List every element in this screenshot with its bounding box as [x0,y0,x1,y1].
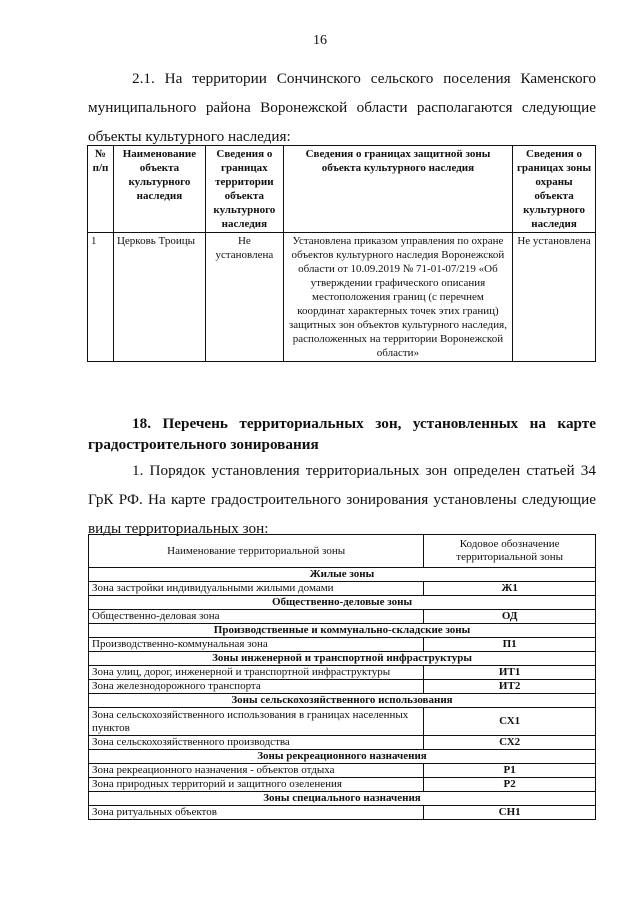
zone-name: Зона застройки индивидуальными жилыми домами [89,582,424,596]
zone-code: Р1 [424,764,596,778]
header-cell-security-zone: Сведения о границах зоны охраны объекта культурного наследия [513,146,596,233]
zone-group-title: Общественно-деловые зоны [89,596,596,610]
intro-paragraph: 2.1. На территории Сончинского сельского поселения Каменского муниципального района Воронежской области располагаются следующие объекты культурного наследия: [88,70,596,145]
zone-group-title: Зоны инженерной и транспортной инфраструктуры [89,652,596,666]
zone-group-row [89,750,596,764]
zone-name: Зона сельскохозяйственного использования в границах населенных пунктов [89,708,424,736]
zone-group-title: Зоны сельскохозяйственного использования [89,694,596,708]
header-cell-name: Наименование объекта культурного наследия [113,146,205,233]
zone-group-title: Зоны рекреационного назначения [89,750,596,764]
zone-group-row [89,652,596,666]
zone-code: СХ2 [424,736,596,750]
zone-code: ОД [424,610,596,624]
zone-code: ИТ2 [424,680,596,694]
heritage-table-header [88,146,596,233]
header-zone-name: Наименование территориальной зоны [89,535,424,568]
zone-group-row [89,596,596,610]
zone-code: П1 [424,638,596,652]
zone-code: Р2 [424,778,596,792]
heritage-table [87,145,596,362]
header-zone-code: Кодовое обозначение территориальной зоны [424,535,596,568]
zone-code: ИТ1 [424,666,596,680]
zone-code: Ж1 [424,582,596,596]
header-cell-territory: Сведения о границах территории объекта культурного наследия [205,146,283,233]
zone-name: Зона ритуальных объектов [89,806,424,820]
header-cell-num: № п/п [88,146,114,233]
zone-group-row [89,694,596,708]
zone-name: Общественно-деловая зона [89,610,424,624]
zone-code: СН1 [424,806,596,820]
page-number: 16 [313,33,327,48]
row-security-zone: Не установлена [513,233,596,362]
table-row [89,778,596,792]
table-row [89,610,596,624]
table-row [89,638,596,652]
table-row [89,680,596,694]
row-territory: Не установлена [205,233,283,362]
zones-table-header [89,535,596,568]
zone-name: Зона природных территорий и защитного озеленения [89,778,424,792]
row-protective-zone: Установлена приказом управления по охране объектов культурного наследия Воронежской области от 10.09.2019 № 71-01-07/219 «Об утверждении графического описания местоположения границ (с перечнем координат характерных точек этих границ) защитных зон объектов культурного наследия, расположенных на территории Воронежской области» [283,233,512,362]
zone-name: Зона улиц, дорог, инженерной и транспортной инфраструктуры [89,666,424,680]
table-row [88,233,596,362]
table-row [89,666,596,680]
zone-group-title: Жилые зоны [89,568,596,582]
section-paragraph: 1. Порядок установления территориальных зон определен статьей 34 ГрК РФ. На карте градостроительного зонирования установлены следующие виды территориальных зон: [88,462,596,537]
table-row [89,806,596,820]
table-row [89,582,596,596]
table-row [89,708,596,736]
zone-group-title: Зоны специального назначения [89,792,596,806]
zone-code: СХ1 [424,708,596,736]
zone-name: Зона рекреационного назначения - объектов отдыха [89,764,424,778]
header-cell-protective-zone: Сведения о границах защитной зоны объекта культурного наследия [283,146,512,233]
section-heading: 18. Перечень территориальных зон, установленных на карте градостроительного зонирования [88,415,596,453]
row-name: Церковь Троицы [113,233,205,362]
row-num: 1 [88,233,114,362]
zone-group-row [89,568,596,582]
table-row [89,736,596,750]
zone-group-title: Производственные и коммунально-складские зоны [89,624,596,638]
zone-name: Зона железнодорожного транспорта [89,680,424,694]
zone-group-row [89,624,596,638]
table-row [89,764,596,778]
zone-name: Производственно-коммунальная зона [89,638,424,652]
zones-table [88,534,596,820]
zone-name: Зона сельскохозяйственного производства [89,736,424,750]
zone-group-row [89,792,596,806]
